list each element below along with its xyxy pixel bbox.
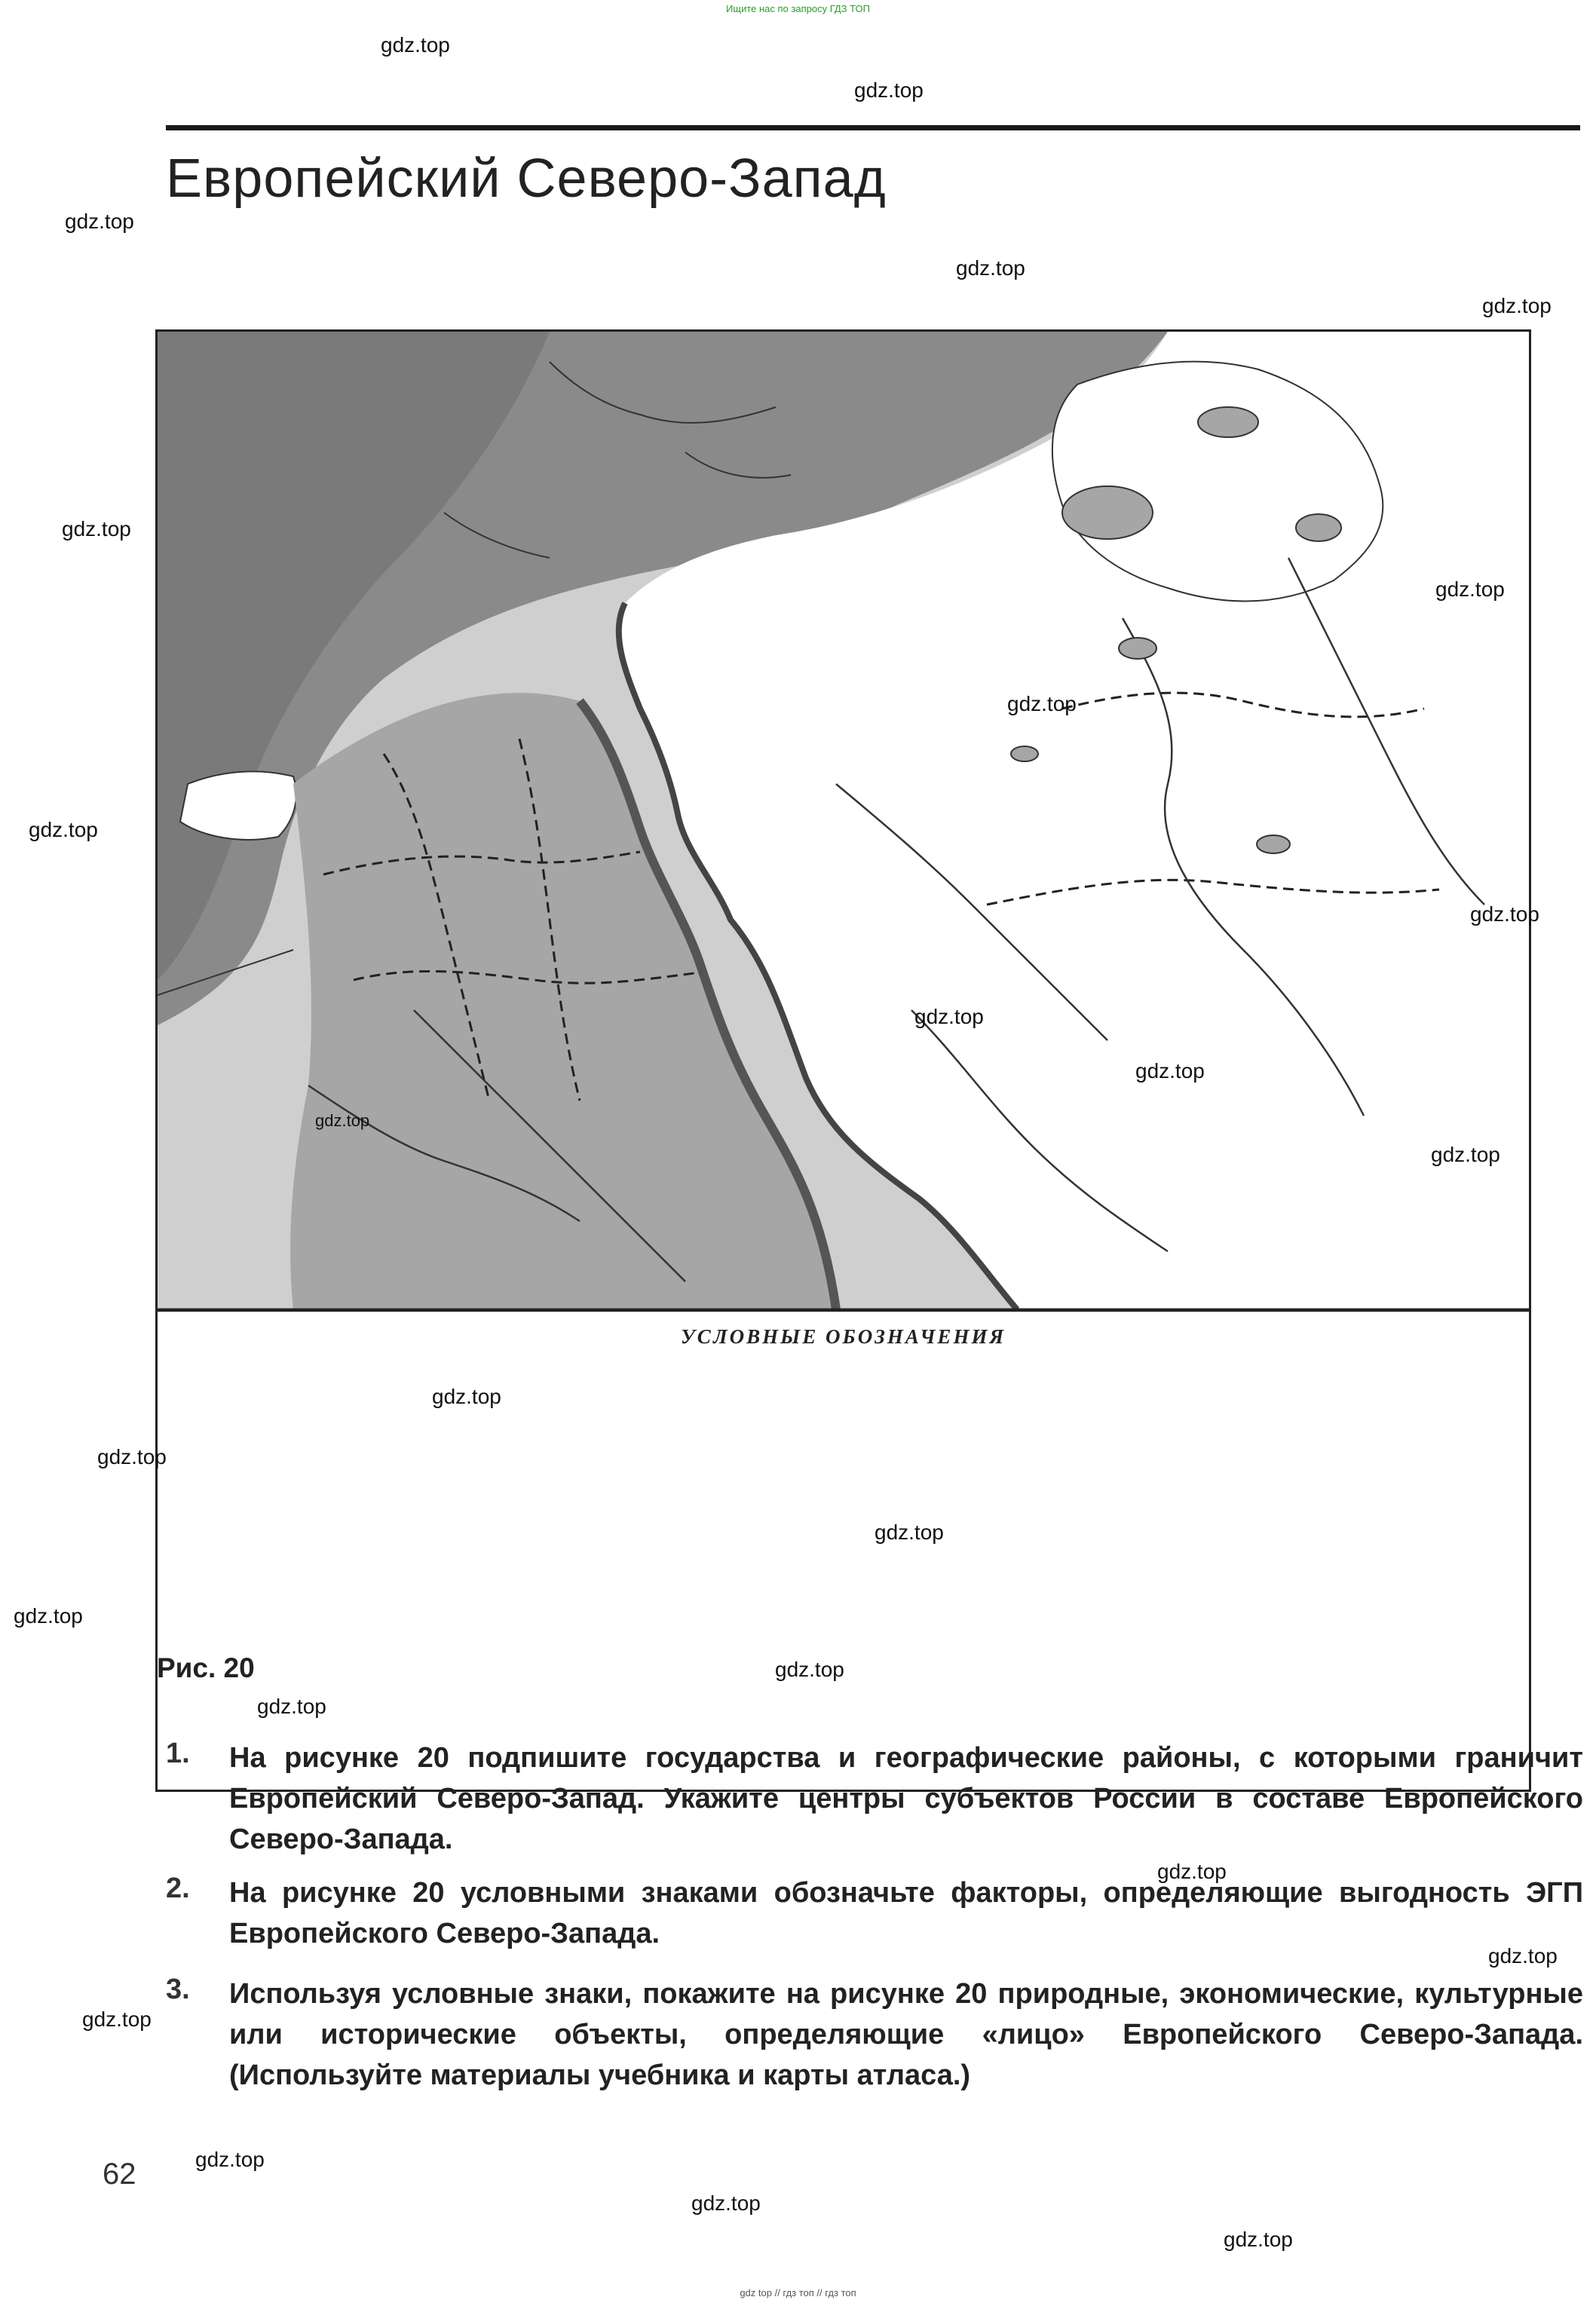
watermark: gdz.top [854, 78, 924, 102]
watermark: gdz.top [1482, 294, 1552, 317]
watermark: gdz.top [956, 256, 1025, 280]
legend-title: УСЛОВНЫЕ ОБОЗНАЧЕНИЯ [680, 1325, 1006, 1348]
task-text: На рисунке 20 подпишите государства и географические районы, с которыми граничит Европейский Северо-Запад. Укажите центры субъектов России в составе Европейского Северо-Запада. [229, 1742, 1583, 1855]
map-image [158, 332, 1529, 1309]
watermark: gdz.top [97, 1445, 167, 1468]
task-number: 3. [166, 1974, 190, 2005]
watermark: gdz.top [691, 2191, 761, 2215]
task-1 [166, 1738, 1583, 1866]
task-2 [166, 1873, 1583, 1959]
task-text: Используя условные знаки, покажите на рисунке 20 природные, экономические, культурные или исторические объекты, определяющие «лицо» Европейского Северо-Запада. (Используйте материалы учебника и карты атласа.) [229, 1978, 1583, 2091]
watermark: gdz.top [62, 517, 131, 541]
watermark: gdz.top [315, 1111, 370, 1130]
task-3 [166, 1974, 1583, 2147]
watermark: gdz.top [1470, 902, 1539, 926]
watermark: gdz.top [381, 33, 450, 57]
watermark: gdz.top [432, 1385, 501, 1408]
watermark: gdz.top [1224, 2228, 1293, 2251]
watermark: gdz.top [1135, 1059, 1205, 1083]
watermark: gdz.top [1007, 692, 1077, 715]
watermark: gdz.top [775, 1658, 844, 1681]
watermark: gdz.top [65, 210, 134, 233]
watermark: gdz.top [1157, 1860, 1227, 1883]
footer-links[interactable]: gdz top // гдз топ // гдз топ [740, 2287, 856, 2298]
figure-caption: Рис. 20 [157, 1652, 255, 1683]
header-rule [166, 125, 1580, 130]
watermark: gdz.top [195, 2148, 265, 2171]
watermark: gdz.top [875, 1520, 944, 1544]
watermark: gdz.top [1435, 577, 1505, 601]
task-number: 1. [166, 1738, 190, 1769]
watermark: gdz.top [29, 818, 98, 841]
watermark: gdz.top [82, 2007, 152, 2031]
watermark: gdz.top [1431, 1143, 1500, 1166]
map-lower-frame [155, 1309, 1531, 1792]
watermark: gdz.top [1488, 1944, 1558, 1968]
task-number: 2. [166, 1873, 190, 1904]
page-title: Европейский Северо-Запад [166, 149, 887, 209]
watermark: gdz.top [14, 1604, 83, 1628]
watermark: gdz.top [914, 1005, 984, 1028]
task-text: На рисунке 20 условными знаками обозначьте факторы, определяющие выгодность ЭГП Европейского Северо-Запада. [229, 1877, 1583, 1949]
kaliningrad-area [180, 771, 296, 839]
page-number: 62 [103, 2157, 136, 2191]
watermark: gdz.top [257, 1695, 326, 1718]
top-banner[interactable]: Ищите нас по запросу ГДЗ ТОП [726, 3, 870, 14]
